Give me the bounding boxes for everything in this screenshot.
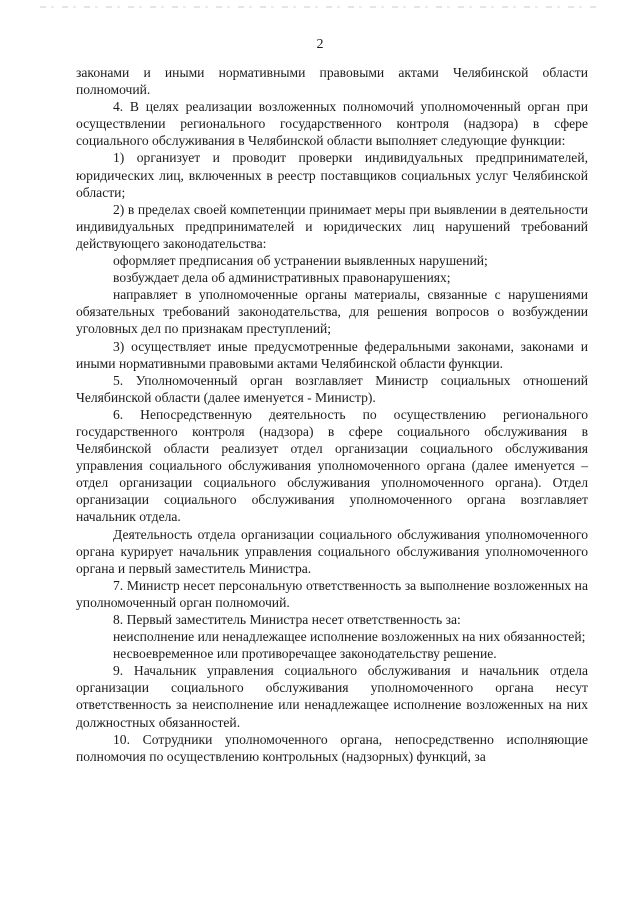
paragraph-6: 6. Непосредственную деятельность по осуществлению регионального государственного контроля (надзора) в сфере социального обслуживания в Челябинской области реализует отдел организации социального обслуживания управления социального обслуживания уполномоченного органа (далее именуется – отдел организации социального обслуживания уполномоченного органа). Отдел организации социального обслуживания уполномоченного органа возглавляет начальник отдела. (76, 406, 588, 525)
paragraph-8-item-1: неисполнение или ненадлежащее исполнение возложенных на них обязанностей; (113, 629, 586, 645)
paragraph-5: 5. Уполномоченный орган возглавляет Министр социальных отношений Челябинской области (далее именуется - Министр). (76, 372, 588, 405)
paragraph-4-item-2-sub-2: возбуждает дела об административных правонарушениях; (113, 270, 451, 286)
paragraph-8-item-2: несвоевременное или противоречащее законодательству решение. (113, 646, 497, 662)
paragraph-4-item-2: 2) в пределах своей компетенции принимает меры при выявлении в деятельности индивидуальных предпринимателей и юридических лиц нарушений требований действующего законодательства: (76, 201, 588, 251)
page-number: 2 (316, 37, 324, 52)
paragraph-6-continuation: Деятельность отдела организации социального обслуживания уполномоченного органа курирует начальник управления социального обслуживания уполномоченного органа и первый заместитель Министра. (76, 526, 588, 576)
paragraph-continuation: законами и иными нормативными правовыми актами Челябинской области полномочий. (76, 65, 588, 98)
paragraph-9: 9. Начальник управления социального обслуживания и начальник отдела организации социального обслуживания уполномоченного органа несут ответственность за неисполнение или ненадлежащее исполнение возложенных на них должностных обязанностей. (76, 663, 588, 730)
paragraph-4-item-1: 1) организует и проводит проверки индивидуальных предпринимателей, юридических лиц, включенных в реестр поставщиков социальных услуг Челябинской области; (76, 150, 588, 200)
paragraph-4-item-2-sub-3: направляет в уполномоченные органы материалы, связанные с нарушениями обязательных требований законодательства, для решения вопросов о возбуждении уголовных дел по признакам преступлений; (76, 287, 588, 337)
paragraph-7: 7. Министр несет персональную ответственность за выполнение возложенных на уполномоченный орган полномочий. (76, 577, 588, 610)
paragraph-4-item-2-sub-1: оформляет предписания об устранении выявленных нарушений; (113, 253, 488, 269)
document-body (76, 64, 588, 765)
paragraph-10: 10. Сотрудники уполномоченного органа, непосредственно исполняющие полномочия по осуществлению контрольных (надзорных) функций, за (76, 731, 588, 764)
paragraph-4: 4. В целях реализации возложенных полномочий уполномоченный орган при осуществлении регионального государственного контроля (надзора) в сфере социального обслуживания в Челябинской области выполняет следующие функции: (76, 99, 588, 149)
paragraph-4-item-3: 3) осуществляет иные предусмотренные федеральными законами, законами и иными нормативными правовыми актами Челябинской области функции. (76, 338, 588, 371)
paragraph-8: 8. Первый заместитель Министра несет ответственность за: (113, 612, 461, 627)
scan-edge-artifact (40, 6, 600, 8)
